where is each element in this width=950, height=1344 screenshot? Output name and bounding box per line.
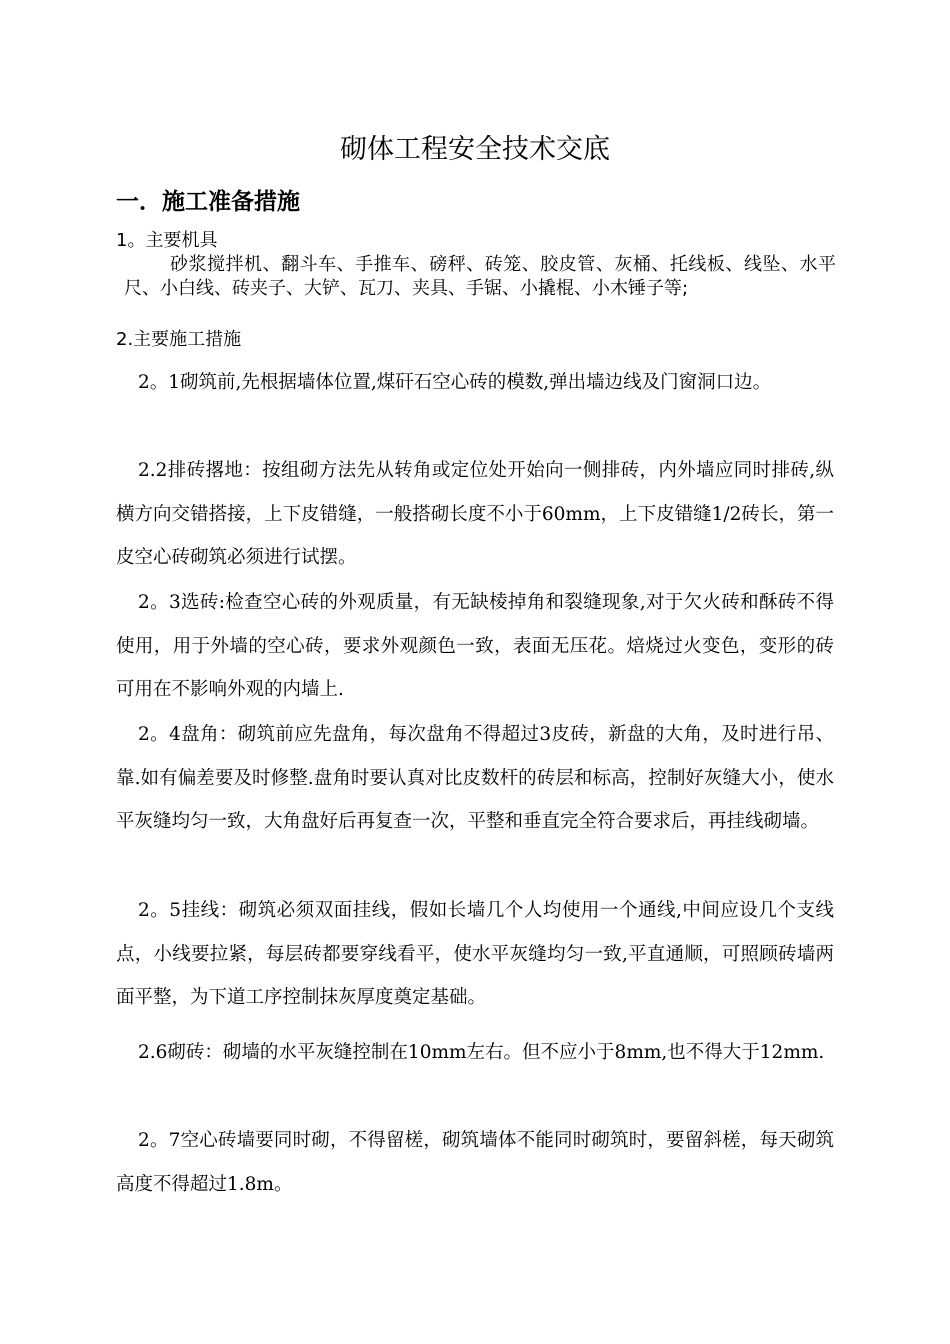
paragraph-2-6: 2.6砌砖：砌墙的水平灰缝控制在10mm左右。但不应小于8mm,也不得大于12mm. — [138, 1042, 825, 1063]
paragraph-2-3: 2。3选砖:检查空心砖的外观质量，有无缺棱掉角和裂缝现象,对于欠火砖和酥砖不得使用，用于外墙的空心砖，要求外观颜色一致，表面无压花。焙烧过火变色，变形的砖可用在不影响外观的内墙上. — [116, 592, 834, 700]
section-heading-construction-preparation: 一．施工准备措施 — [116, 189, 300, 215]
paragraph-2-5: 2。5挂线：砌筑必须双面挂线，假如长墙几个人均使用一个通线,中间应设几个支线点，小线要拉紧，每层砖都要穿线看平，使水平灰缝均匀一致,平直通顺，可照顾砖墙两面平整，为下道工序控制抹灰厚度奠定基础。 — [116, 900, 834, 1008]
paragraph-2-1: 2。1砌筑前,先根据墙体位置,煤矸石空心砖的模数,弹出墙边线及门窗洞口边。 — [138, 372, 772, 393]
paragraph-2-2: 2.2排砖撂地：按组砌方法先从转角或定位处开始向一侧排砖，内外墙应同时排砖,纵横方向交错搭接，上下皮错缝，一般搭砌长度不小于60mm，上下皮错缝1/2砖长，第一皮空心砖砌筑必须进行试摆。 — [116, 460, 834, 568]
document-title: 砌体工程安全技术交底 — [340, 134, 610, 165]
item-main-tools-text: 砂浆搅拌机、翻斗车、手推车、磅秤、砖笼、胶皮管、灰桶、托线板、线坠、水平尺、小白线、砖夹子、大铲、瓦刀、夹具、手锯、小撬棍、小木锤子等; — [124, 254, 836, 299]
paragraph-2-4: 2。4盘角：砌筑前应先盘角，每次盘角不得超过3皮砖，新盘的大角，及时进行吊、靠.如有偏差要及时修整.盘角时要认真对比皮数杆的砖层和标高，控制好灰缝大小，使水平灰缝均匀一致，大角盘好后再复查一次，平整和垂直完全符合要求后，再挂线砌墙。 — [116, 724, 834, 832]
item-main-tools-label: 1。主要机具 — [116, 230, 218, 251]
item-main-measures-label: 2.主要施工措施 — [116, 329, 242, 350]
paragraph-2-7: 2。7空心砖墙要同时砌，不得留槎，砌筑墙体不能同时砌筑时，要留斜槎，每天砌筑高度不得超过1.8m。 — [116, 1130, 834, 1195]
